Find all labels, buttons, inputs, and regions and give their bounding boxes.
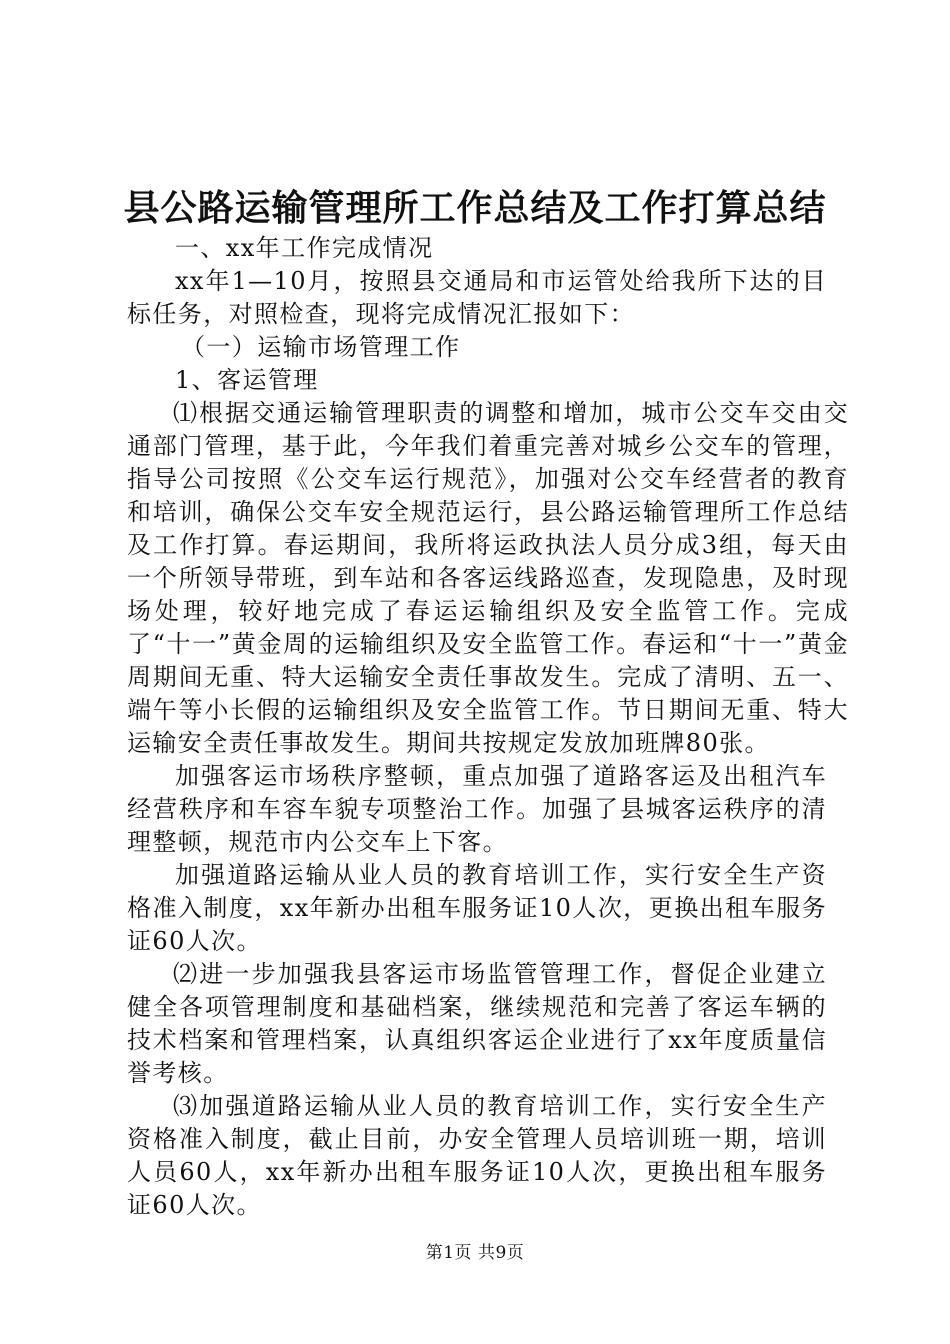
document-title: 县公路运输管理所工作总结及工作打算总结 — [123, 187, 827, 229]
intro-paragraph: xx年1—10月，按照县交通局和市运管处给我所下达的目标任务，对照检查，现将完成情况汇报如下： — [127, 267, 827, 328]
document-body — [127, 232, 849, 1222]
item-heading-passenger: 1、客运管理 — [175, 366, 319, 394]
paragraph-item-3: ⑶加强道路运输从业人员的教育培训工作，实行安全生产资格准入制度，截止目前，办安全管理人员培训班一期，培训人员60人，xx年新办出租车服务证10人次，更换出租车服务证60人次。 — [127, 1092, 827, 1219]
paragraph-item-1: ⑴根据交通运输管理职责的调整和增加，城市公交车交由交通部门管理，基于此，今年我们着重完善对城乡公交车的管理，指导公司按照《公交车运行规范》，加强对公交车经营者的教育和培训，确保公交车安全规范运行，县公路运输管理所工作总结及工作打算。春运期间，我所将运政执法人员分成3组，每天由一个所领导带班，到车站和各客运线路巡查，发现隐患，及时现场处理，较好地完成了春运运输组织及安全监管工作。完成了“十一”黄金周的运输组织及安全监管工作。春运和“十一”黄金周期间无重、特大运输安全责任事故发生。完成了清明、五一、端午等小长假的运输组织及安全监管工作。节日期间无重、特大运输安全责任事故发生。期间共按规定发放加班牌80张。 — [127, 399, 849, 757]
page-footer: 第1页 共9页 — [425, 1243, 525, 1263]
subsection-heading-1: （一）运输市场管理工作 — [181, 333, 461, 361]
paragraph-passenger-order: 加强客运市场秩序整顿，重点加强了道路客运及出租汽车经营秩序和车容车貌专项整治工作。加强了县城客运秩序的清理整顿，规范市内公交车上下客。 — [127, 762, 827, 856]
section-heading-1: 一、xx年工作完成情况 — [175, 234, 434, 262]
paragraph-training-1: 加强道路运输从业人员的教育培训工作，实行安全生产资格准入制度，xx年新办出租车服务证10人次，更换出租车服务证60人次。 — [127, 861, 827, 955]
paragraph-item-2: ⑵进一步加强我县客运市场监管管理工作，督促企业建立健全各项管理制度和基础档案，继续规范和完善了客运车辆的技术档案和管理档案，认真组织客运企业进行了xx年度质量信誉考核。 — [127, 960, 827, 1087]
